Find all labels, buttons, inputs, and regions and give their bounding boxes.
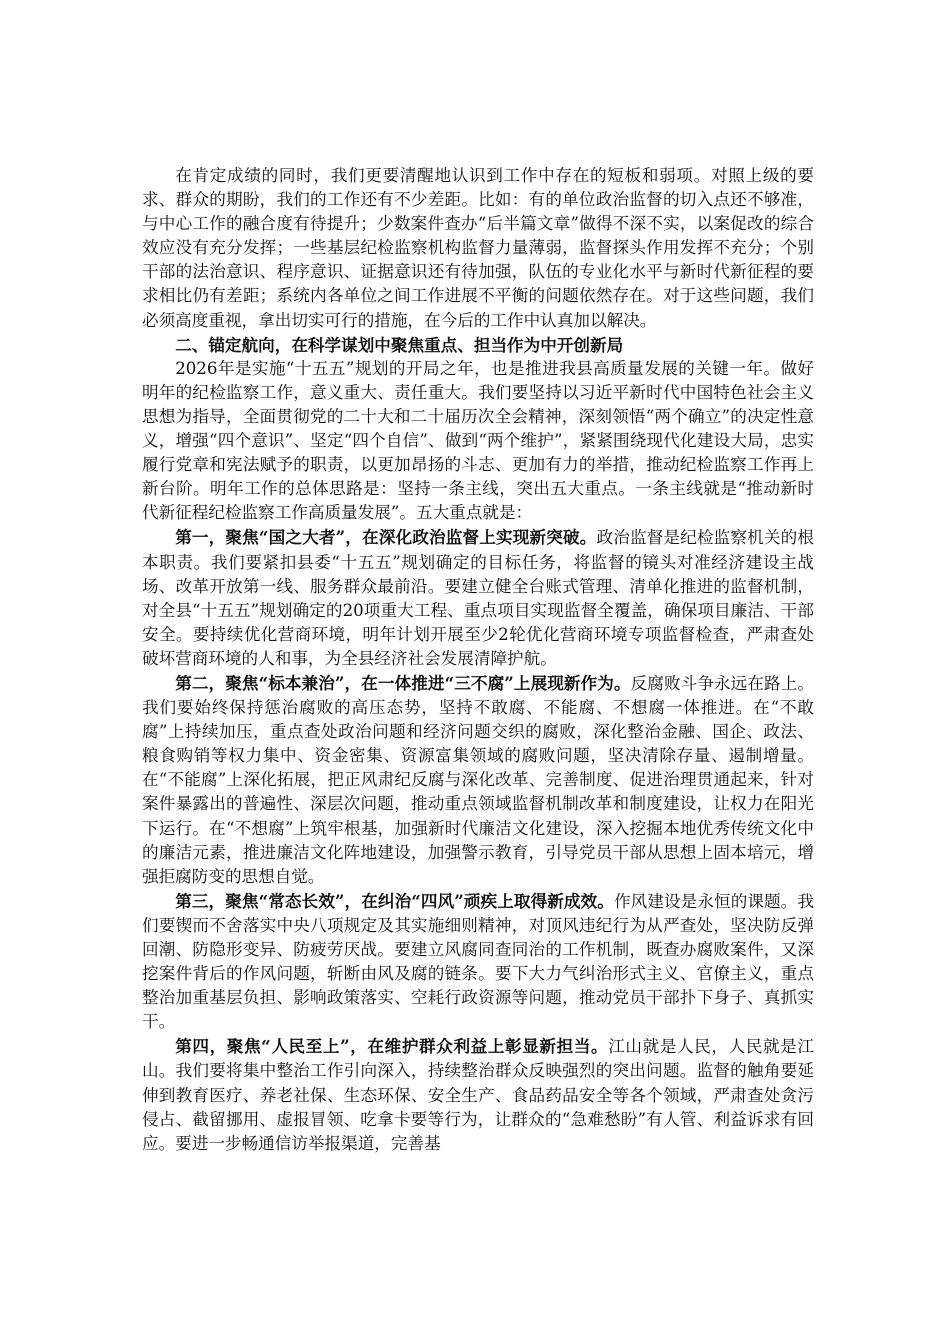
paragraph-text: 2026年是实施“十五五”规划的开局之年，也是推进我县高质量发展的关键一年。做好明年的纪检监察工作，意义重大、责任重大。我们要坚持以习近平新时代中国特色社会主义思想为指导，全面贯彻党的二十大和二十届历次全会精神，深刻领悟“两个确立”的决定性意义，增强“四个意识”、坚定“四个自信”、做到“两个维护”，紧紧围绕现代化建设大局，忠实履行党章和宪法赋予的职责，以更加昂扬的斗志、更加有力的举措，推动纪检监察工作再上新台阶。明年工作的总体思路是：坚持一条主线，突出五大重点。一条主线就是“推动新时代新征程纪检监察工作高质量发展”。五大重点就是：: [142, 358, 814, 523]
body-paragraph: [142, 164, 814, 333]
section-heading-text: 二、锚定航向，在科学谋划中聚焦重点、担当作为中开创新局: [175, 334, 624, 355]
paragraph-lead: 第三，聚焦“常态长效”，在纠治“四风”顽疾上取得新成效。: [175, 890, 614, 911]
body-paragraph: [142, 1034, 814, 1155]
body-paragraph: [142, 671, 814, 889]
body-paragraph: [142, 357, 814, 526]
paragraph-lead: 第四，聚焦“人民至上”，在维护群众利益上彰显新担当。: [175, 1036, 609, 1057]
paragraph-text: 反腐败斗争永远在路上。我们要始终保持惩治腐败的高压态势，坚持不敢腐、不能腐、不想腐一体推进。在“不敢腐”上持续加压，重点查处政治问题和经济问题交织的腐败，深化整治金融、国企、政法、粮食购销等权力集中、资金密集、资源富集领域的腐败问题，坚决清除存量、遏制增量。在“不能腐”上深化拓展，把正风肃纪反腐与深化改革、完善制度、促进治理贯通起来，针对案件暴露出的普遍性、深层次问题，推动重点领域监督机制改革和制度建设，让权力在阳光下运行。在“不想腐”上筑牢根基，加强新时代廉洁文化建设，深入挖掘本地优秀传统文化中的廉洁元素，推进廉洁文化阵地建设，加强警示教育，引导党员干部从思想上固本培元，增强拒腐防变的思想自觉。: [142, 673, 814, 886]
paragraph-lead: 第二，聚焦“标本兼治”，在一体推进“三不腐”上展现新作为。: [175, 672, 631, 693]
document-body: [142, 164, 814, 1156]
section-heading: [142, 333, 814, 357]
paragraph-lead: 第一，聚焦“国之大者”，在深化政治监督上实现新突破。: [175, 527, 597, 548]
body-paragraph: [142, 525, 814, 671]
paragraph-text: 在肯定成绩的同时，我们更要清醒地认识到工作中存在的短板和弱项。对照上级的要求、群众的期盼，我们的工作还有不少差距。比如：有的单位政治监督的切入点还不够准，与中心工作的融合度有待提升；少数案件查办“后半篇文章”做得不深不实，以案促改的综合效应没有充分发挥；一些基层纪检监察机构监督力量薄弱，监督探头作用发挥不充分；个别干部的法治意识、程序意识、证据意识还有待加强，队伍的专业化水平与新时代新征程的要求相比仍有差距；系统内各单位之间工作进展不平衡的问题依然存在。对于这些问题，我们必须高度重视，拿出切实可行的措施，在今后的工作中认真加以解决。: [142, 166, 814, 330]
paragraph-text: 作风建设是永恒的课题。我们要锲而不舍落实中央八项规定及其实施细则精神，对顶风违纪行为从严查处，坚决防反弹回潮、防隐形变异、防疲劳厌战。要建立风腐同查同治的工作机制，既查办腐败案件，又深挖案件背后的作风问题，斩断由风及腐的链条。要下大力气纠治形式主义、官僚主义，重点整治加重基层负担、影响政策落实、空耗行政资源等问题，推动党员干部扑下身子、真抓实干。: [142, 891, 814, 1032]
paragraph-text: 政治监督是纪检监察机关的根本职责。我们要紧扣县委“十五五”规划确定的目标任务，将监督的镜头对准经济建设主战场、改革开放第一线、服务群众最前沿。要建立健全台账式管理、清单化推进的监督机制，对全县“十五五”规划确定的20项重大工程、重点项目实现监督全覆盖，确保项目廉洁、干部安全。要持续优化营商环境，明年计划开展至少2轮优化营商环境专项监督检查，严肃查处破坏营商环境的人和事，为全县经济社会发展清障护航。: [142, 528, 815, 668]
body-paragraph: [142, 889, 814, 1035]
paragraph-text: 江山就是人民，人民就是江山。我们要将集中整治工作引向深入，持续整治群众反映强烈的突出问题。监督的触角要延伸到教育医疗、养老社保、生态环保、安全生产、食品药品安全等各个领域，严肃查处贪污侵占、截留挪用、虚报冒领、吃拿卡要等行为，让群众的“急难愁盼”有人管、利益诉求有回应。要进一步畅通信访举报渠道，完善基: [142, 1037, 815, 1153]
